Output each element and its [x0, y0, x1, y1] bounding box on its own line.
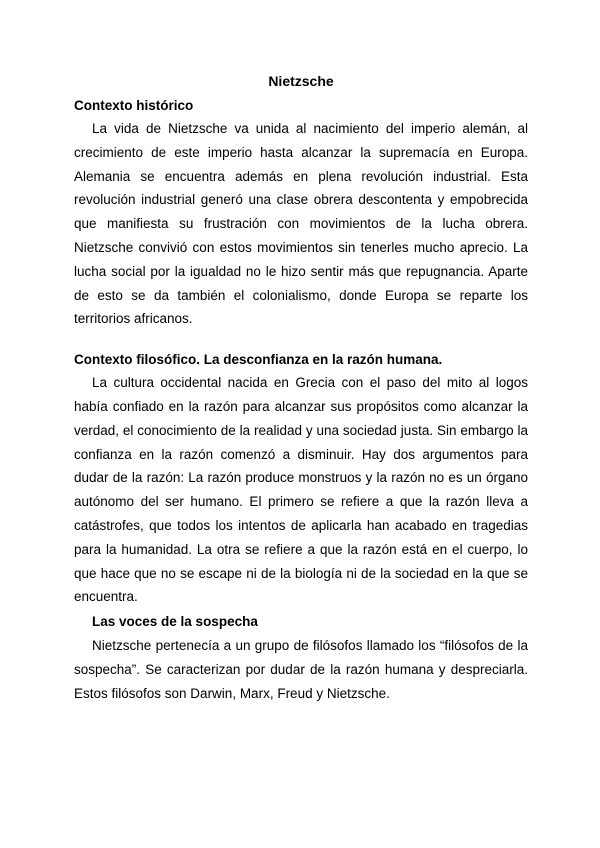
document-title: Nietzsche [268, 73, 334, 89]
subsection-heading-voices-of-suspicion: Las voces de la sospecha [92, 614, 258, 630]
paragraph-historical-context: La vida de Nietzsche va unida al nacimiento del imperio alemán, al crecimiento de este imperio hasta alcanzar la supremacía en Europa. Alemania se encuentra además en plena revolución industrial. Esta revolución industrial generó una clase obrera descontenta y empobrecida que manifiesta su frustración con movimientos de la lucha obrera. Nietzsche convivió con estos movimientos sin tenerles mucho aprecio. La lucha social por la igualdad no le hizo sentir más que repugnancia. Aparte de esto se da también el colonialismo, donde Europa se reparte los territorios africanos. [74, 121, 528, 327]
paragraph-philosophical-context: La cultura occidental nacida en Grecia con el paso del mito al logos había confiado en la razón para alcanzar sus propósitos como alcanzar la verdad, el conocimiento de la realidad y una sociedad justa. Sin embargo la confianza en la razón comenzó a disminuir. Hay dos argumentos para dudar de la razón: La razón produce monstruos y la razón no es un órgano autónomo del ser humano. El primero se refiere a que la razón lleva a catástrofes, que todos los intentos de aplicarla han acabado en tragedias para la humanidad. La otra se refiere a que la razón está en el cuerpo, lo que hace que no se escape ni de la biología ni de la sociedad en la que se encuentra. [74, 375, 528, 605]
section-heading-historical-context: Contexto histórico [74, 98, 194, 113]
document-page [74, 72, 528, 706]
paragraph-voices-of-suspicion: Nietzsche pertenecía a un grupo de filósofos llamado los “filósofos de la sospecha”. Se caracterizan por dudar de la razón humana y despreciarla. Estos filósofos son Darwin, Marx, Freud y Nietzsche. [74, 638, 528, 701]
section-spacer [74, 331, 528, 351]
section-heading-philosophical-context: Contexto filosófico. La desconfianza en la razón humana. [74, 352, 443, 368]
